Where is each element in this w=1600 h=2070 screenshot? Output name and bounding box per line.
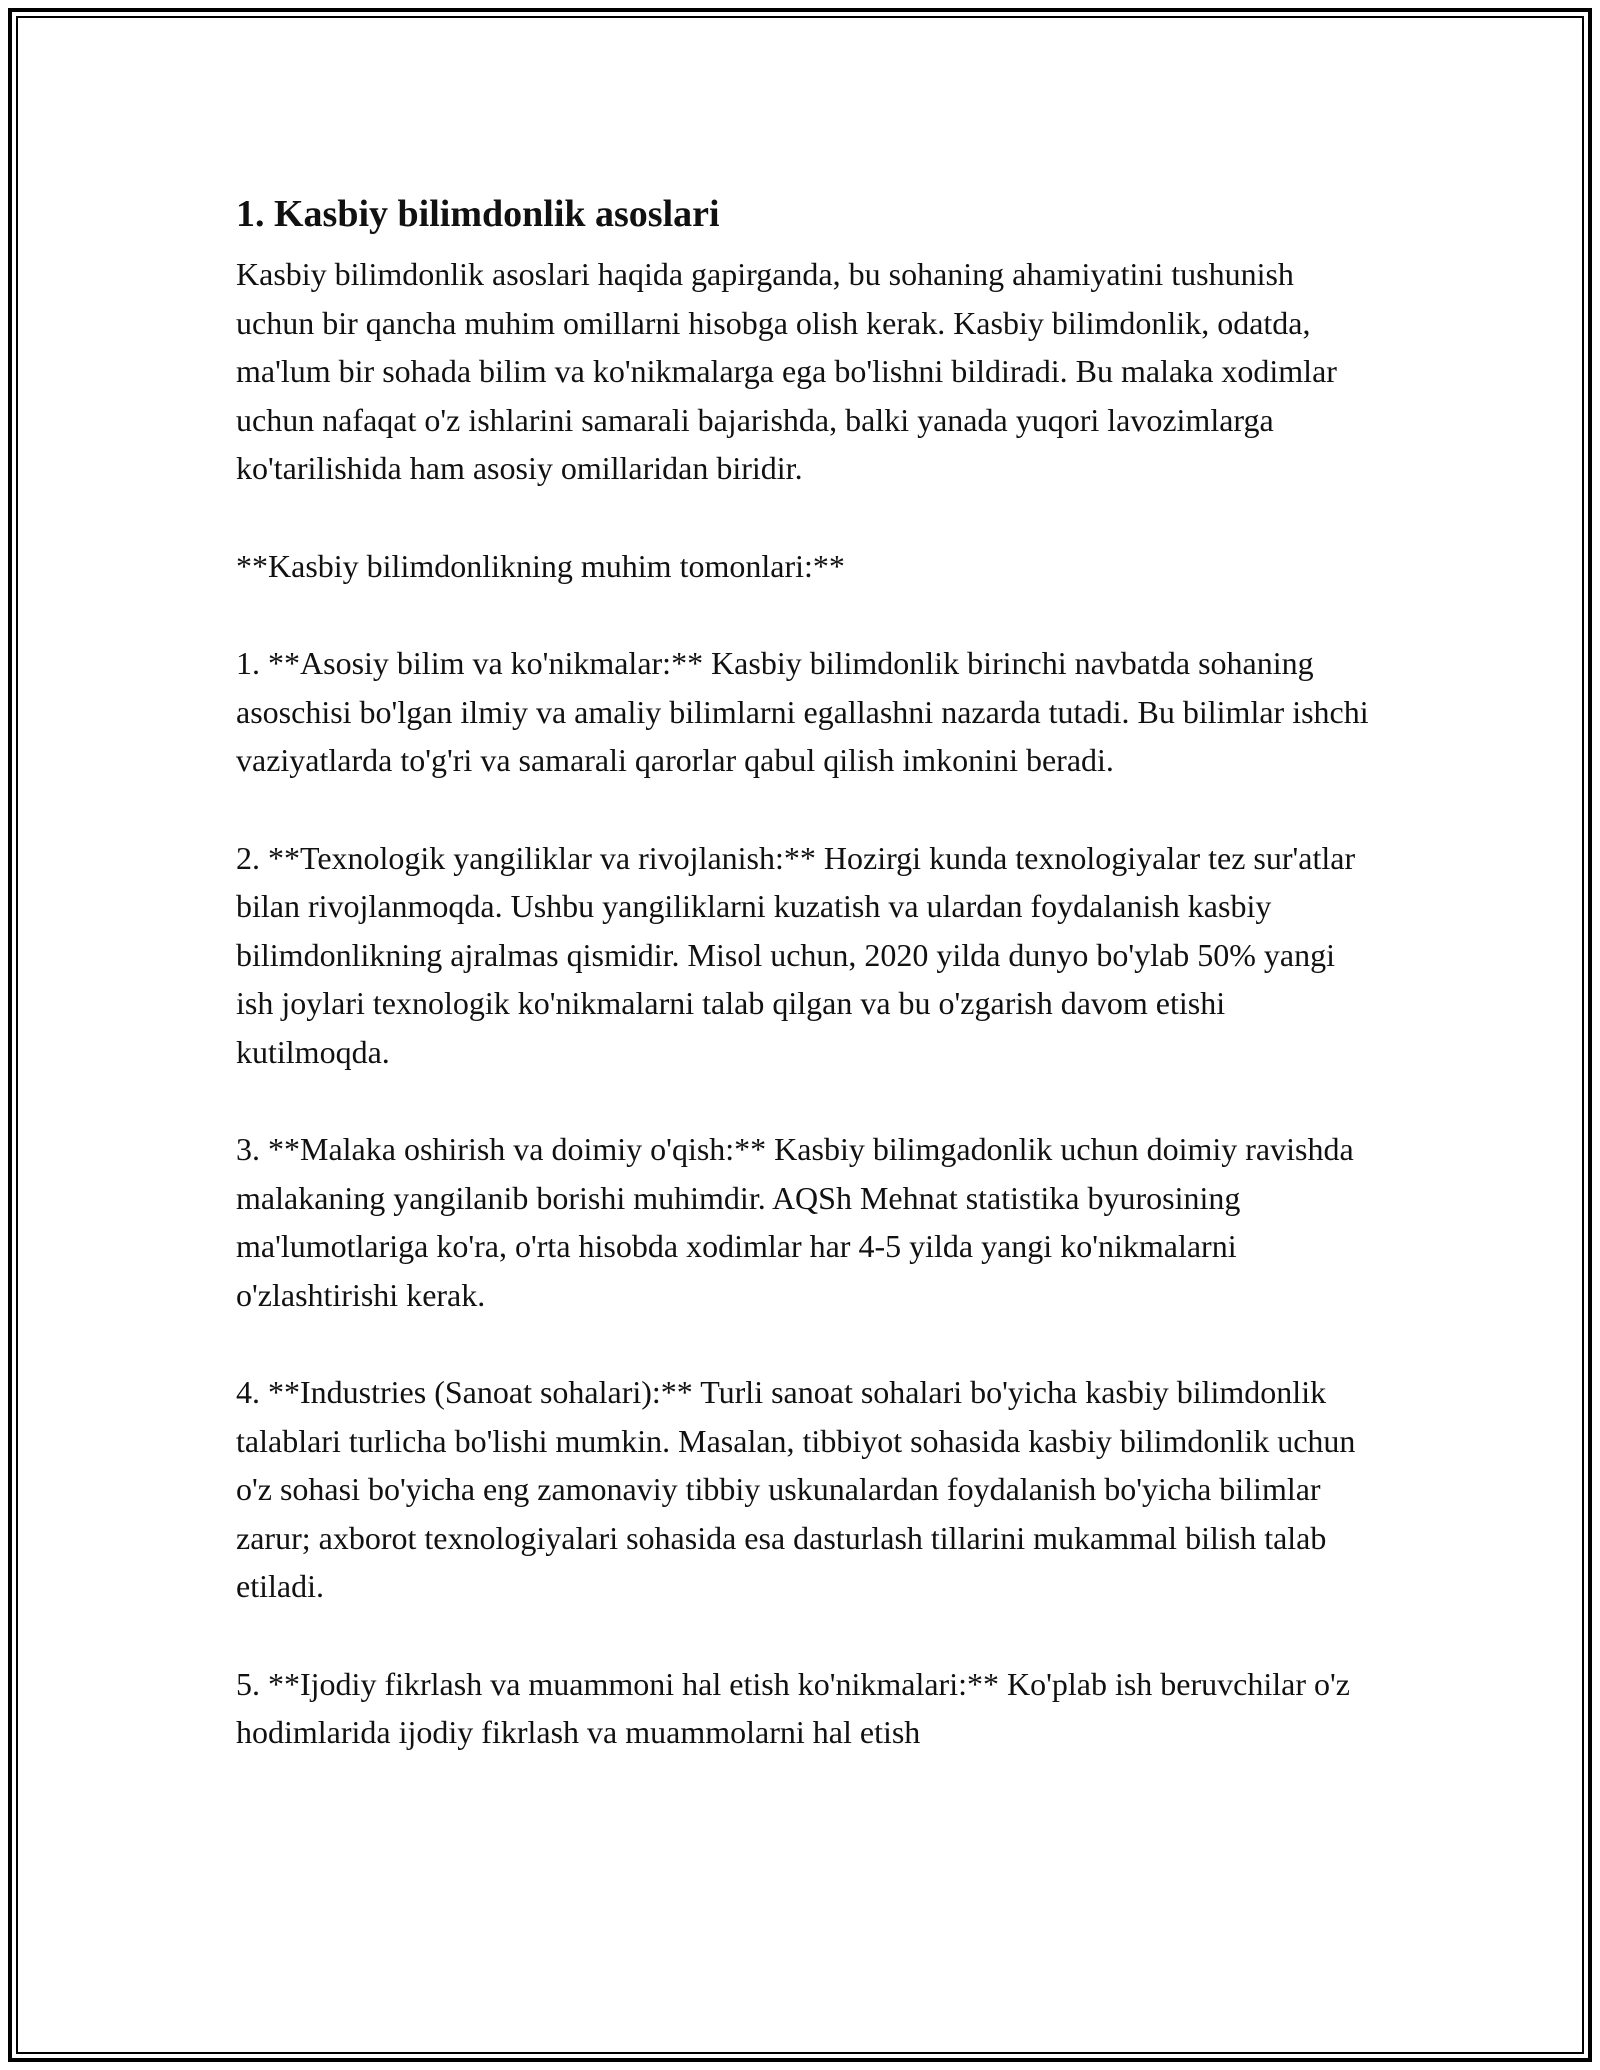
list-item-1: 1. **Asosiy bilim va ko'nikmalar:** Kasbiy bilimdonlik birinchi navbatda sohaning asoschisi bo'lgan ilmiy va amaliy bilimlarni egallashni nazarda tutadi. Bu bilimlar ishchi vaziyatlarda to'g'ri va samarali qarorlar qabul qilish imkonini beradi. — [236, 645, 1369, 778]
intro-paragraph: Kasbiy bilimdonlik asoslari haqida gapirganda, bu sohaning ahamiyatini tushunish uchun bir qancha muhim omillarni hisobga olish kerak. Kasbiy bilimdonlik, odatda, ma'lum bir sohada bilim va ko'nikmalarga ega bo'lishni bildiradi. Bu malaka xodimlar uchun nafaqat o'z ishlarini samarali bajarishda, balki yanada yuqori lavozimlarga ko'tarilishida ham asosiy omillaridan biridir. — [236, 256, 1337, 486]
list-item-3: 3. **Malaka oshirish va doimiy o'qish:** Kasbiy bilimgadonlik uchun doimiy ravishda malakaning yangilanib borishi muhimdir. AQSh Mehnat statistika byurosining ma'lumotlariga ko'ra, o'rta hisobda xodimlar har 4-5 yilda yangi ko'nikmalarni o'zlashtirishi kerak. — [236, 1131, 1354, 1313]
list-item-4: 4. **Industries (Sanoat sohalari):** Turli sanoat sohalari bo'yicha kasbiy bilimdonlik talablari turlicha bo'lishi mumkin. Masalan, tibbiyot sohasida kasbiy bilimdonlik uchun o'z sohasi bo'yicha eng zamonaviy tibbiy uskunalardan foydalanish bo'yicha bilimlar zarur; axborot texnologiyalari sohasida esa dasturlash tillarini mukammal bilish talab etiladi. — [236, 1374, 1356, 1604]
subheading-paragraph: **Kasbiy bilimdonlikning muhim tomonlari:** — [236, 547, 845, 584]
list-item-2: 2. **Texnologik yangiliklar va rivojlanish:** Hozirgi kunda texnologiyalar tez sur'atlar bilan rivojlanmoqda. Ushbu yangiliklarni kuzatish va ulardan foydalanish kasbiy bilimdonlikning ajralmas qismidir. Misol uchun, 2020 yilda dunyo bo'ylab 50% yangi ish joylari texnologik ko'nikmalarni talab qilgan va bu o'zgarish davom etishi kutilmoqda. — [236, 839, 1356, 1070]
section-title: 1. Kasbiy bilimdonlik asoslari — [236, 193, 720, 235]
list-item-5: 5. **Ijodiy fikrlash va muammoni hal etish ko'nikmalari:** Ko'plab ish beruvchilar o'z hodimlarida ijodiy fikrlash va muammolarni hal etish — [236, 1665, 1350, 1750]
document-body — [236, 186, 1376, 1806]
